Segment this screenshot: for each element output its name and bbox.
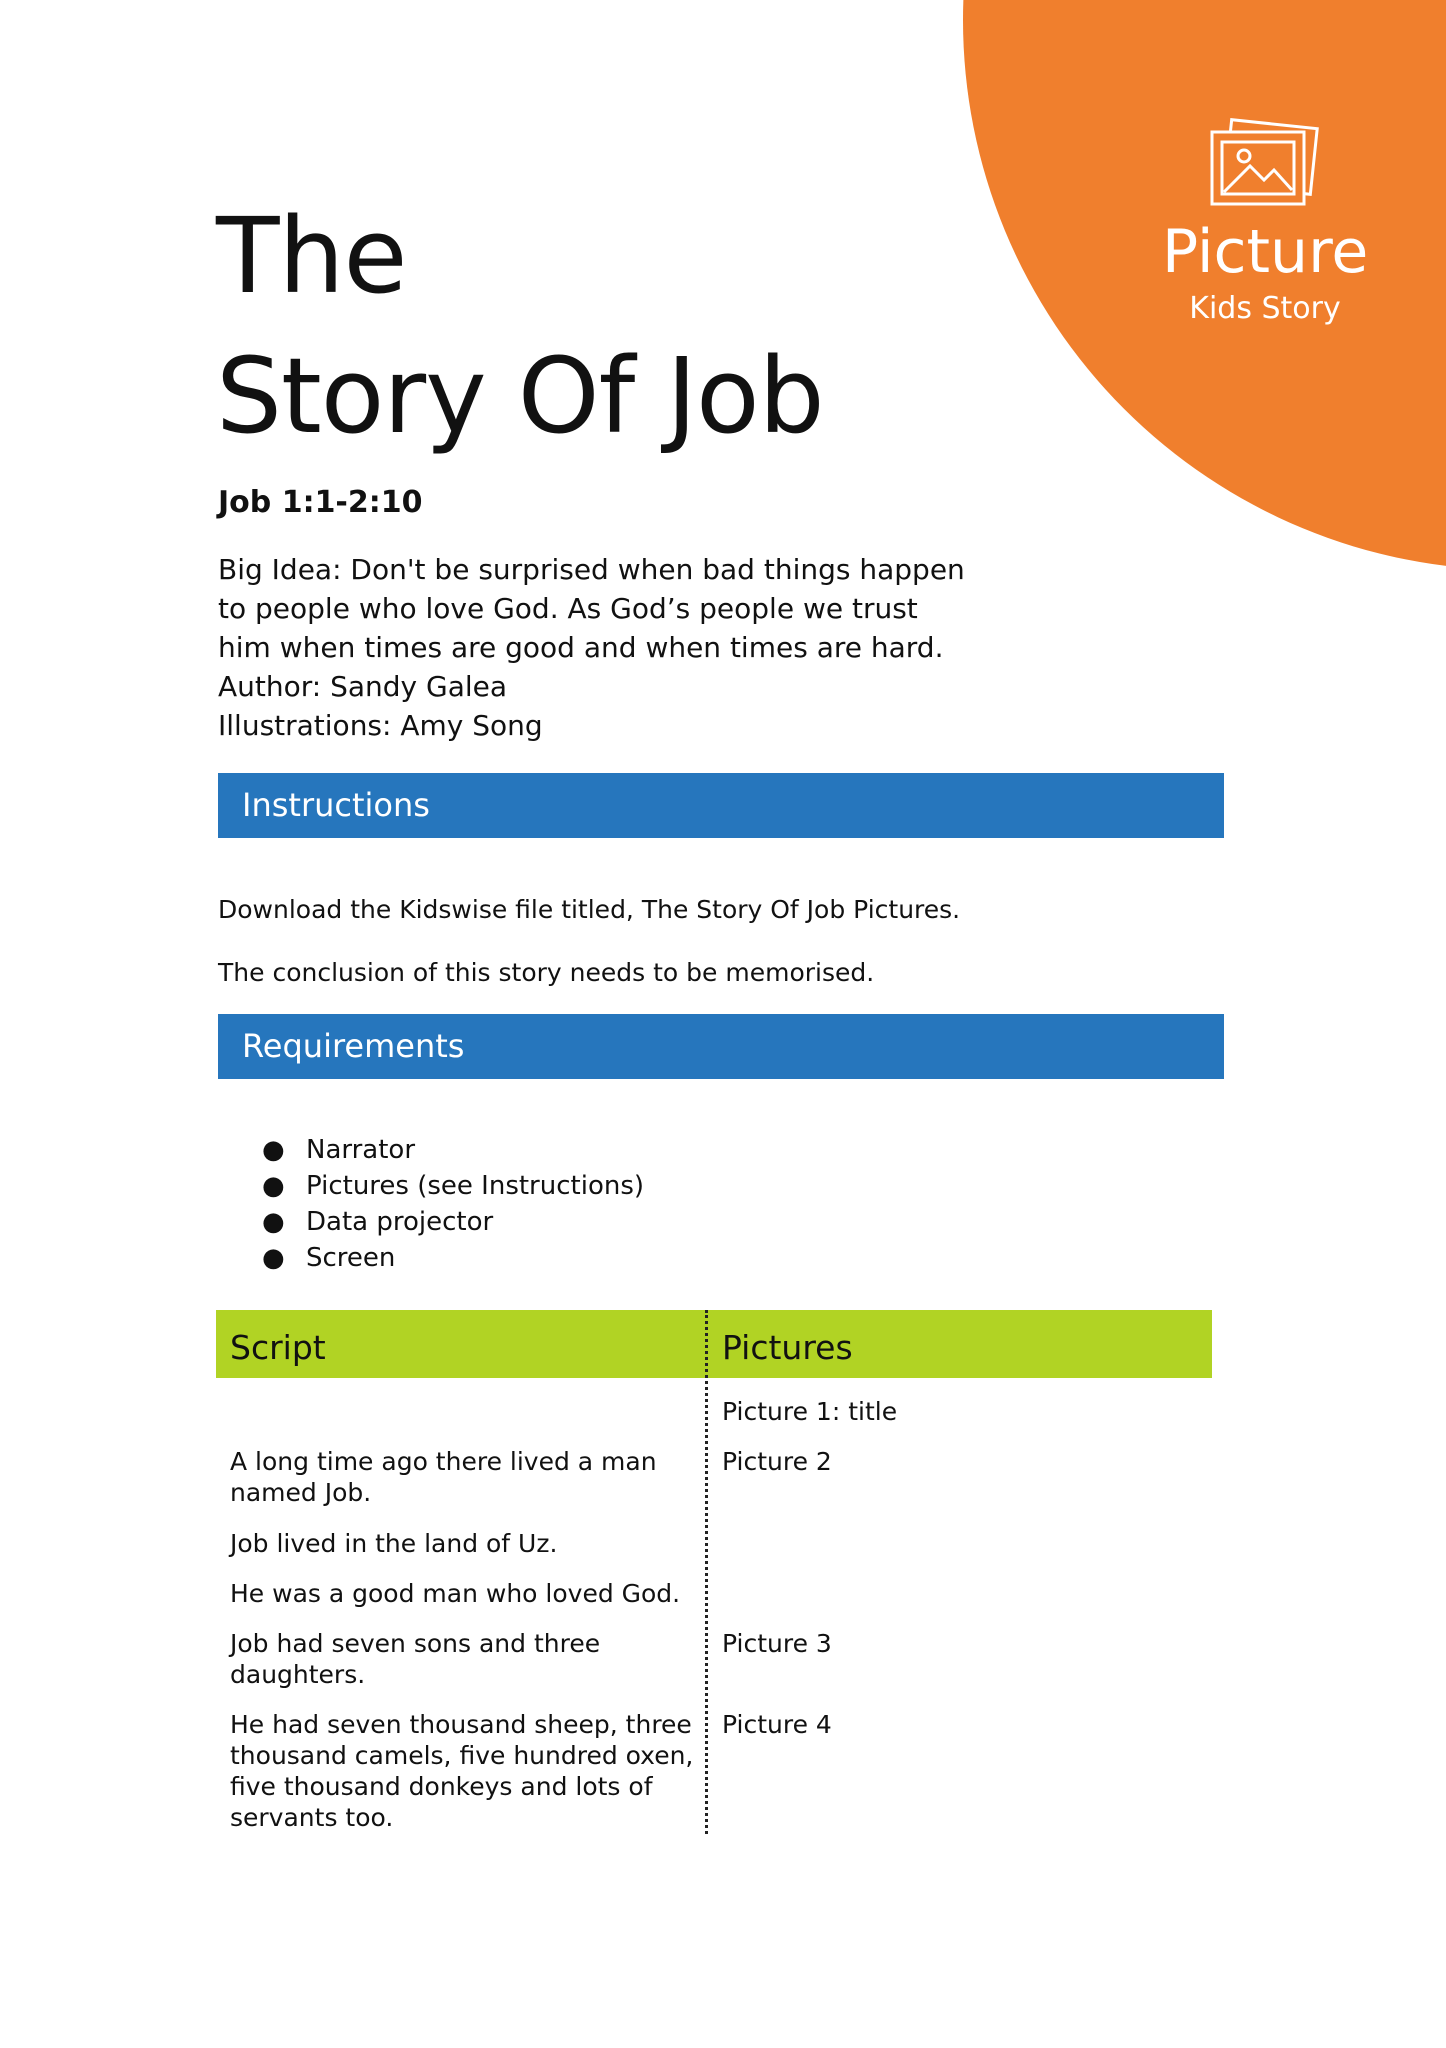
badge-subtitle: Kids Story — [1189, 291, 1341, 326]
list-item — [262, 1132, 644, 1168]
instructions-paragraph: The conclusion of this story needs to be memorised. — [218, 958, 875, 987]
list-item — [262, 1240, 644, 1276]
list-item-label: Data projector — [306, 1207, 494, 1237]
table-cell-script: A long time ago there lived a man named Job. — [230, 1447, 657, 1507]
badge-title: Picture — [1162, 217, 1369, 287]
pictures-column-header: Pictures — [722, 1328, 853, 1367]
column-divider — [705, 1310, 708, 1834]
author-line: Author: Sandy Galea — [218, 670, 508, 703]
big-idea-line: Big Idea: Don't be surprised when bad things happen — [218, 553, 965, 586]
bullet-icon: ● — [262, 1207, 285, 1237]
title-line: The — [216, 195, 407, 317]
page-title — [216, 186, 824, 466]
table-cell-picture: Picture 2 — [722, 1447, 832, 1476]
intro-text — [218, 550, 978, 745]
requirements-list — [262, 1132, 644, 1276]
list-item-label: Narrator — [306, 1135, 416, 1165]
bullet-icon: ● — [262, 1243, 285, 1273]
requirements-heading: Requirements — [218, 1014, 1224, 1079]
table-cell-script: He had seven thousand sheep, three thousand camels, five hundred oxen, five thousand donkeys and lots of servants too. — [230, 1710, 694, 1832]
table-cell-script: Job had seven sons and three daughters. — [230, 1629, 601, 1689]
title-line: Story Of Job — [216, 335, 824, 457]
list-item — [262, 1168, 644, 1204]
table-cell-picture: Picture 3 — [722, 1629, 832, 1658]
scripture-reference: Job 1:1-2:10 — [218, 485, 423, 520]
script-table — [216, 1310, 1212, 1832]
table-cell-picture: Picture 1: title — [722, 1397, 898, 1426]
illustrations-line: Illustrations: Amy Song — [218, 709, 543, 742]
list-item-label: Pictures (see Instructions) — [306, 1171, 645, 1201]
bullet-icon: ● — [262, 1135, 285, 1165]
big-idea-line: to people who love God. As God’s people we trust — [218, 592, 918, 625]
picture-frame-icon — [1204, 118, 1324, 218]
script-column-header: Script — [230, 1328, 326, 1367]
list-item-label: Screen — [306, 1243, 396, 1273]
instructions-paragraph: Download the Kidswise file titled, The Story Of Job Pictures. — [218, 895, 961, 924]
table-cell-picture: Picture 4 — [722, 1710, 832, 1739]
table-cell-script: He was a good man who loved God. — [230, 1579, 681, 1608]
instructions-heading: Instructions — [218, 773, 1224, 838]
big-idea-line: him when times are good and when times are hard. — [218, 631, 944, 664]
list-item — [262, 1204, 644, 1240]
table-header — [216, 1310, 1212, 1378]
table-cell-script: Job lived in the land of Uz. — [230, 1529, 558, 1558]
bullet-icon: ● — [262, 1171, 285, 1201]
